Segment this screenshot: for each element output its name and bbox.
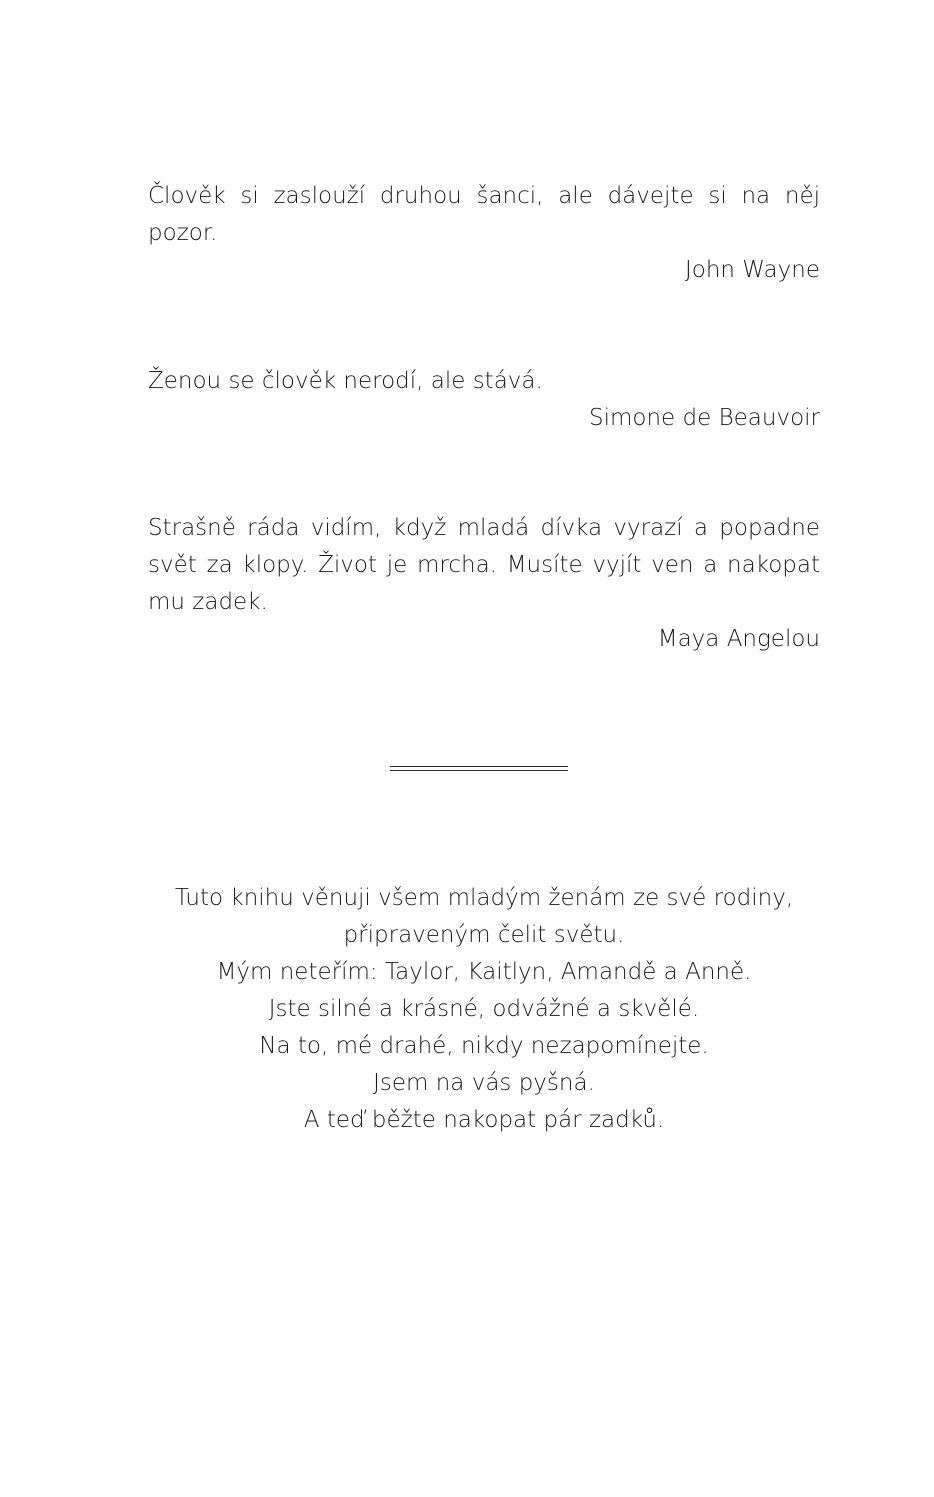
quote-author: John Wayne — [684, 257, 820, 283]
dedication-line: A teď běžte nakopat pár zadků. — [303, 1107, 665, 1133]
epigraph-quote — [148, 510, 820, 658]
dedication-line: Jsem na vás pyšná. — [373, 1070, 595, 1096]
dedication-line: Jste silné a krásné, odvážné a skvělé. — [268, 996, 700, 1022]
quote-author: Simone de Beauvoir — [589, 405, 820, 431]
quote-text: Člověk si zaslouží druhou šanci, ale dávejte si na něj pozor. — [148, 183, 820, 246]
epigraph-quote — [148, 363, 820, 437]
dedication-line: Mým neteřím: Taylor, Kaitlyn, Amandě a Anně. — [216, 959, 752, 985]
dedication-line: připraveným čelit světu. — [343, 922, 625, 948]
double-rule-divider — [390, 766, 568, 771]
quote-text: Strašně ráda vidím, když mladá dívka vyrazí a popadne svět za klopy. Život je mrcha. Musíte vyjít ven a nakopat mu zadek. — [148, 515, 820, 615]
dedication-line: Na to, mé drahé, nikdy nezapomínejte. — [259, 1033, 709, 1059]
dedication-line: Tuto knihu věnuji všem mladým ženám ze své rodiny, — [174, 885, 794, 911]
quote-author: Maya Angelou — [657, 626, 820, 652]
dedication — [100, 880, 868, 1139]
quote-text: Ženou se člověk nerodí, ale stává. — [148, 368, 543, 394]
epigraph-quote — [148, 178, 820, 289]
